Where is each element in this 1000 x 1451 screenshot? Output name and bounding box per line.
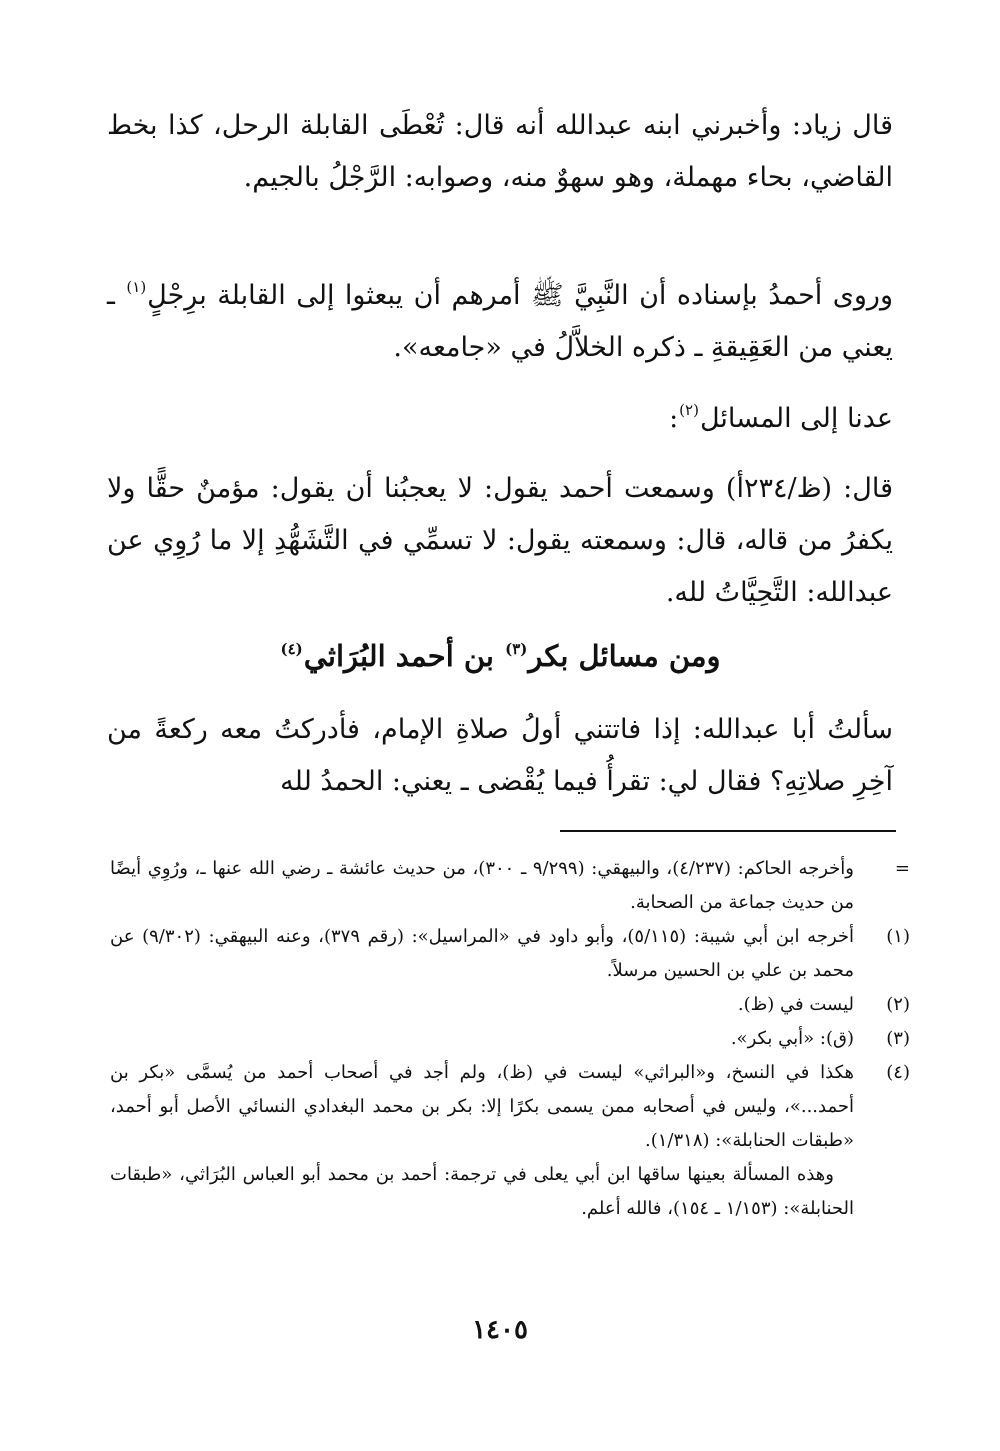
footnote-mark: (٢)	[886, 994, 910, 1015]
footnote-1	[110, 920, 910, 988]
footnote-continued	[110, 852, 910, 920]
heading-text: ومن مسائل بكر	[528, 639, 721, 673]
paragraph-text: :	[669, 403, 679, 434]
footnote-mark: (٤)	[886, 1062, 910, 1083]
footnote-separator	[560, 830, 896, 832]
footnote-3	[110, 1022, 910, 1056]
paragraph-tashahhud: قال: (ظ/٢٣٤أ) وسمعت أحمد يقول: لا يعجبُنا أن يقول: مؤمنٌ حقًّا ولا يكفرُ من قاله، قال: وسمعته يقول: لا تسمِّي في التَّشَهُّدِ إلا ما رُوِي عن عبدالله: التَّحِيَّاتُ لله.	[107, 473, 893, 608]
footnote-mark: =	[894, 858, 910, 879]
paragraph-return-to-masail	[107, 393, 893, 445]
footnote-ref-3[interactable]: (٣)	[505, 640, 528, 658]
page-number: ١٤٠٥	[472, 1315, 528, 1345]
paragraph-text: عدنا إلى المسائل	[699, 403, 893, 434]
footnote-ref-1[interactable]: (١)	[126, 278, 147, 296]
paragraph-text: وروى أحمدُ بإسناده أن النَّبِيَّ ﷺ أمرهم أن يبعثوا إلى القابلة برِجْلٍ	[147, 280, 893, 311]
footnote-mark: (١)	[886, 926, 910, 947]
paragraph-ziyad: قال زياد: وأخبرني ابنه عبدالله أنه قال: تُعْطَى القابلة الرحل، كذا بخط القاضي، بحاء مهملة، وهو سهوٌ منه، وصوابه: الرَّجْلُ بالجيم.	[107, 110, 893, 193]
footnote-ref-2[interactable]: (٢)	[679, 401, 699, 419]
footnote-text: هكذا في النسخ، و«البراثي» ليست في (ظ)، ولم أجد في أصحاب أحمد من يُسمَّى «بكر بن أحمد...»، وليس في أصحابه ممن يسمى بكرًا إلا: بكر بن محمد البغدادي النسائي الأصل أبو أحمد، «طبقات الحنابلة»: (١/٣١٨).	[110, 1062, 854, 1151]
footnote-4	[110, 1056, 910, 1158]
footnote-text: وأخرجه الحاكم: (٤/٢٣٧)، والبيهقي: (٩/٢٩٩ ـ ٣٠٠)، من حديث عائشة ـ رضي الله عنها ـ، ورُوِي أيضًا من حديث جماعة من الصحابة.	[110, 858, 854, 913]
section-heading	[0, 628, 1000, 684]
footnote-4-continuation: وهذه المسألة بعينها ساقها ابن أبي يعلى في ترجمة: أحمد بن محمد أبو العباس البُرَاثي، «طبقات الحنابلة»: (١/١٥٣ ـ ١٥٤)، فالله أعلم.	[110, 1164, 854, 1219]
paragraph-ahmad-riwaya	[107, 270, 893, 374]
footnote-text: (ق): «أبي بكر».	[730, 1028, 854, 1049]
footnote-text: أخرجه ابن أبي شيبة: (٥/١١٥)، وأبو داود في «المراسيل»: (رقم ٣٧٩)، وعنه البيهقي: (٩/٣٠٢) عن محمد بن علي بن الحسين مرسلاً.	[110, 926, 855, 981]
paragraph-question: سألتُ أبا عبدالله: إذا فاتتني أولُ صلاةِ الإمام، فأدركتُ معه ركعةً من آخِرِ صلاتِهِ؟ فقال لي: تقرأُ فيما يُقْضى ـ يعني: الحمدُ لله	[107, 714, 893, 797]
footnote-ref-4[interactable]: (٤)	[280, 640, 303, 658]
paragraph-text: ـ يعني من العَقِيقةِ ـ ذكره الخلاَّلُ في «جامعه».	[107, 280, 893, 363]
footnote-mark: (٣)	[886, 1028, 910, 1049]
footnote-2	[110, 988, 910, 1022]
heading-text: بن أحمد البُرَاثي	[303, 639, 505, 673]
footnote-text: ليست في (ظ).	[737, 994, 854, 1015]
footnotes	[110, 852, 910, 1226]
